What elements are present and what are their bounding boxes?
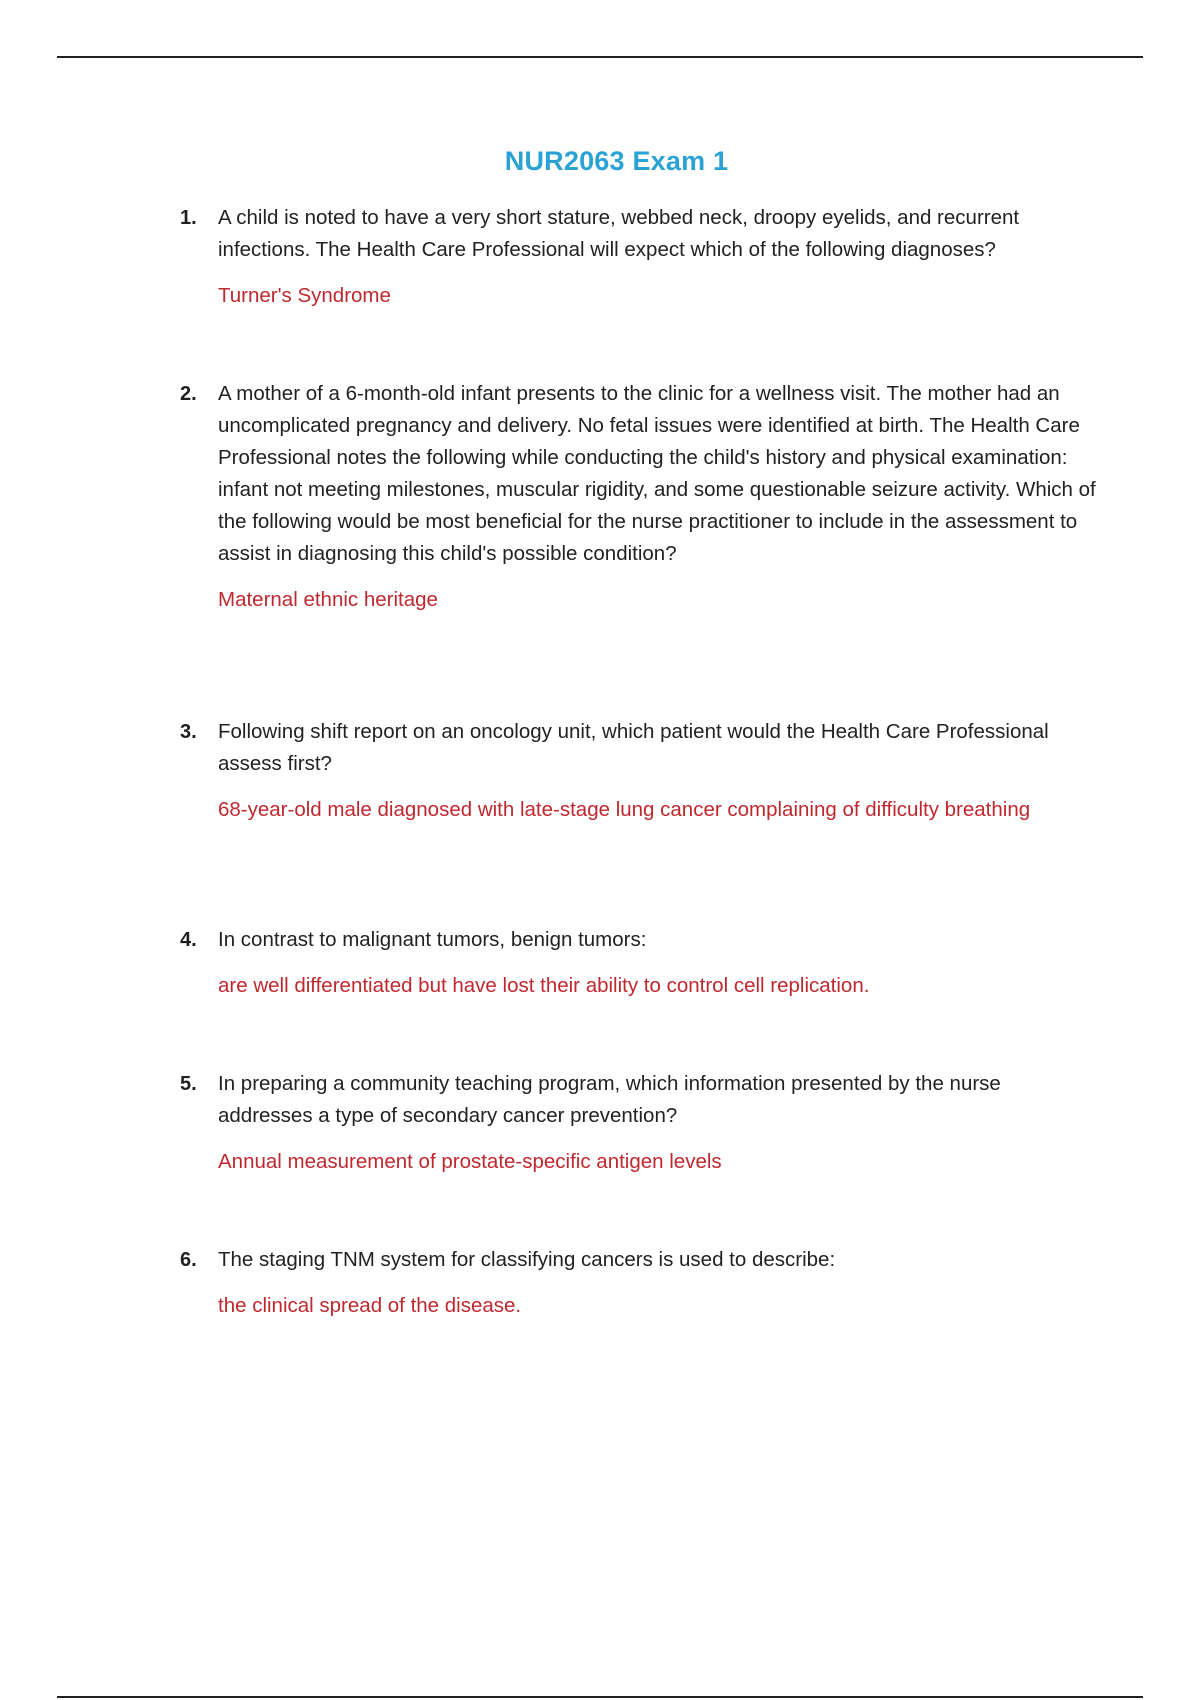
question-number: 1. [180, 207, 197, 229]
question-text: Following shift report on an oncology unit, which patient would the Health Care Professional assess first? [218, 720, 1049, 775]
question-item [180, 1244, 1100, 1322]
question-number: 2. [180, 383, 197, 405]
question-item [180, 716, 1100, 826]
header-divider [57, 56, 1143, 58]
question-item [180, 378, 1100, 616]
question-text: A mother of a 6-month-old infant presents to the clinic for a wellness visit. The mother had an uncomplicated pregnancy and delivery. No fetal issues were identified at birth. The Health Care Professional notes the following while conducting the child's history and physical examination: infant not meeting milestones, muscular rigidity, and some questionable seizure activity. Which of the following would be most beneficial for the nurse practitioner to include in the assessment to assist in diagnosing this child's possible condition? [218, 382, 1096, 565]
question-text: The staging TNM system for classifying cancers is used to describe: [218, 1248, 836, 1271]
page-title: NUR2063 Exam 1 [504, 146, 729, 176]
question-number: 4. [180, 929, 197, 951]
answer-text: 68-year-old male diagnosed with late-stage lung cancer complaining of difficulty breathing [218, 798, 1031, 821]
question-text: In preparing a community teaching program, which information presented by the nurse addresses a type of secondary cancer prevention? [218, 1072, 1001, 1127]
answer-text: are well differentiated but have lost their ability to control cell replication. [218, 974, 870, 997]
question-item [180, 924, 1100, 1002]
question-number: 3. [180, 721, 197, 743]
answer-text: Turner's Syndrome [218, 284, 391, 307]
question-item [180, 1068, 1100, 1178]
question-number: 5. [180, 1073, 197, 1095]
footer-divider [57, 1696, 1143, 1698]
question-text: A child is noted to have a very short stature, webbed neck, droopy eyelids, and recurrent infections. The Health Care Professional will expect which of the following diagnoses? [218, 206, 1020, 261]
answer-text: Annual measurement of prostate-specific antigen levels [218, 1150, 722, 1173]
question-item [180, 202, 1100, 312]
question-number: 6. [180, 1249, 197, 1271]
answer-text: the clinical spread of the disease. [218, 1294, 522, 1317]
question-text: In contrast to malignant tumors, benign tumors: [218, 928, 647, 951]
answer-text: Maternal ethnic heritage [218, 588, 438, 611]
